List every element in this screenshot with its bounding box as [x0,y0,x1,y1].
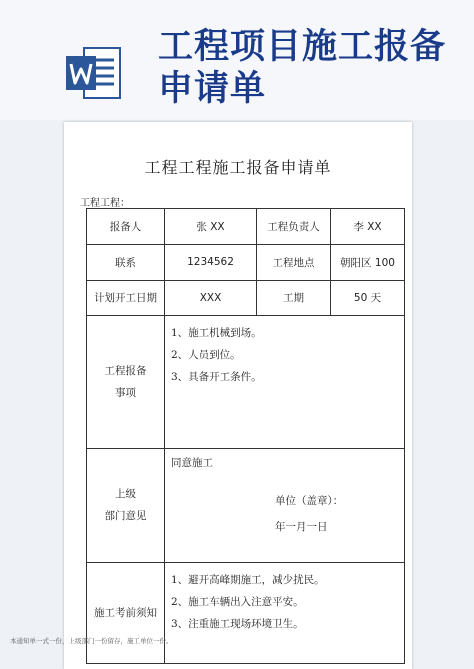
list-item: 1、施工机械到场。 [171,327,262,340]
items-label-line-1: 工程报备 [104,365,147,378]
list-item: 2、施工车辆出入注意平安。 [171,595,304,608]
project-label: 工程工程： [80,198,130,209]
word-document-icon [64,42,122,104]
location-label: 工程地点 [257,244,331,280]
opinion-label-line-2: 部门意见 [104,510,147,523]
document-page [64,122,412,669]
opinion-content [165,449,405,563]
list-item: 3、注重施工现场环境卫生。 [171,617,304,630]
contact-label: 联系 [87,244,165,280]
notice-content [165,562,405,663]
location-value: 朝阳区 100 [331,244,405,280]
table-row [87,316,405,449]
manager-value: 李 XX [331,209,405,245]
opinion-label-line-1: 上级 [115,488,136,501]
duration-label: 工期 [257,280,331,316]
opinion-text: 同意施工 [171,457,213,470]
list-item: 1、避开高峰期施工，减少扰民。 [171,573,325,586]
list-item: 2、人员到位。 [171,349,241,362]
table-row [87,562,405,663]
reporter-label: 报备人 [87,209,165,245]
table-row [87,209,405,245]
application-form-table [86,208,405,664]
items-label-line-2: 事项 [115,387,136,400]
items-label [87,316,165,449]
items-content [165,316,405,449]
manager-label: 工程负责人 [257,209,331,245]
list-item: 3、具备开工条件。 [171,371,262,384]
table-row [87,244,405,280]
banner [0,0,474,120]
duration-value: 50 天 [331,280,405,316]
document-title: 工程工程施工报备申请单 [144,158,332,177]
start-date-value: XXX [165,280,257,316]
notice-label: 施工考前须知 [87,562,165,663]
opinion-label [87,449,165,563]
table-row [87,280,405,316]
footer-note: 本通知单一式一份，上级部门一份留存，施工单位一份。 [10,637,173,645]
start-date-label: 计划开工日期 [87,280,165,316]
banner-title: 工程项目施工报备申请单 [158,27,447,109]
opinion-date: 年一月一日 [275,521,328,534]
opinion-unit-seal: 单位（盖章）： [275,495,344,508]
contact-value: 1234562 [165,244,257,280]
table-row [87,449,405,563]
reporter-value: 张 XX [165,209,257,245]
